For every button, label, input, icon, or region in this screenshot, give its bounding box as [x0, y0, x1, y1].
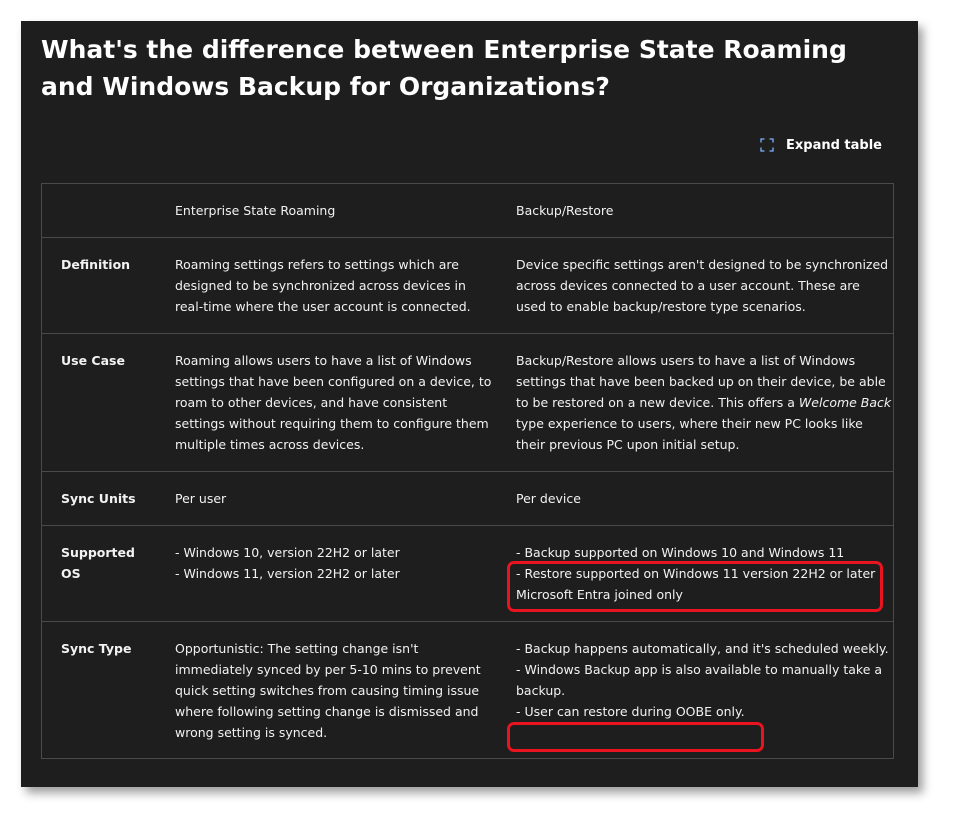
- esr-cell: [155, 525, 496, 621]
- expand-table-label: Expand table: [786, 137, 882, 153]
- os-line: - Windows 11, version 22H2 or later: [175, 565, 400, 581]
- row-label: Use Case: [41, 333, 155, 471]
- table-row: [41, 525, 894, 621]
- table-row: [41, 471, 894, 525]
- os-line: - Restore supported on Windows 11 version 22H2 or later: [516, 565, 876, 581]
- backup-cell: [496, 333, 894, 471]
- header-enterprise-state-roaming: Enterprise State Roaming: [175, 203, 336, 218]
- backup-cell: [496, 621, 894, 759]
- os-line: - Windows 10, version 22H2 or later: [175, 544, 400, 560]
- backup-text-after: type experience to users, where their new PC looks like their previous PC upon initial setup.: [516, 415, 863, 452]
- esr-cell: Opportunistic: The setting change isn't immediately synced by per 5-10 mins to prevent quick setting switches from causing timing issue where following setting change is dismissed and wrong setting is synced.: [155, 621, 496, 759]
- row-label: Sync Type: [41, 621, 155, 759]
- esr-cell: Per user: [155, 471, 496, 525]
- header-backup-restore: Backup/Restore: [516, 203, 614, 218]
- section-heading: What's the difference between Enterprise State Roaming and Windows Backup for Organizations?: [41, 35, 847, 101]
- row-label: Definition: [41, 237, 155, 333]
- backup-cell: Device specific settings aren't designed to be synchronized across devices connected to a user account. These are used to enable backup/restore type scenarios.: [496, 237, 894, 333]
- table-row: [41, 237, 894, 333]
- row-label: Supported OS: [41, 525, 155, 621]
- row-label: Sync Units: [41, 471, 155, 525]
- table-header-row: [41, 183, 894, 237]
- os-line: - Backup supported on Windows 10 and Windows 11: [516, 544, 845, 560]
- backup-cell: [496, 525, 894, 621]
- expand-icon: [760, 138, 774, 152]
- backup-text-before: Backup/Restore allows users to have a list of Windows settings that have been backed up on their device, be able to be restored on a new device. This offers a: [516, 352, 886, 410]
- sync-type-line: - User can restore during OOBE only.: [516, 703, 745, 719]
- table-row: [41, 333, 894, 471]
- comparison-table: [41, 183, 894, 759]
- sync-type-line: - Backup happens automatically, and it's scheduled weekly.: [516, 640, 889, 656]
- esr-cell: Roaming settings refers to settings which are designed to be synchronized across devices in real-time where the user account is connected.: [155, 237, 496, 333]
- header-cell-empty: [41, 183, 155, 237]
- expand-table-button[interactable]: [760, 135, 882, 155]
- table-row: [41, 621, 894, 759]
- sync-type-line: - Windows Backup app is also available to manually take a backup.: [516, 661, 883, 698]
- article-panel: [21, 21, 918, 787]
- welcome-back-emphasis: Welcome Back: [798, 394, 892, 410]
- os-line: Microsoft Entra joined only: [516, 586, 683, 602]
- esr-cell: Roaming allows users to have a list of Windows settings that have been configured on a device, to roam to other devices, and have consistent settings without requiring them to configure them multiple times across devices.: [155, 333, 496, 471]
- backup-cell: Per device: [496, 471, 894, 525]
